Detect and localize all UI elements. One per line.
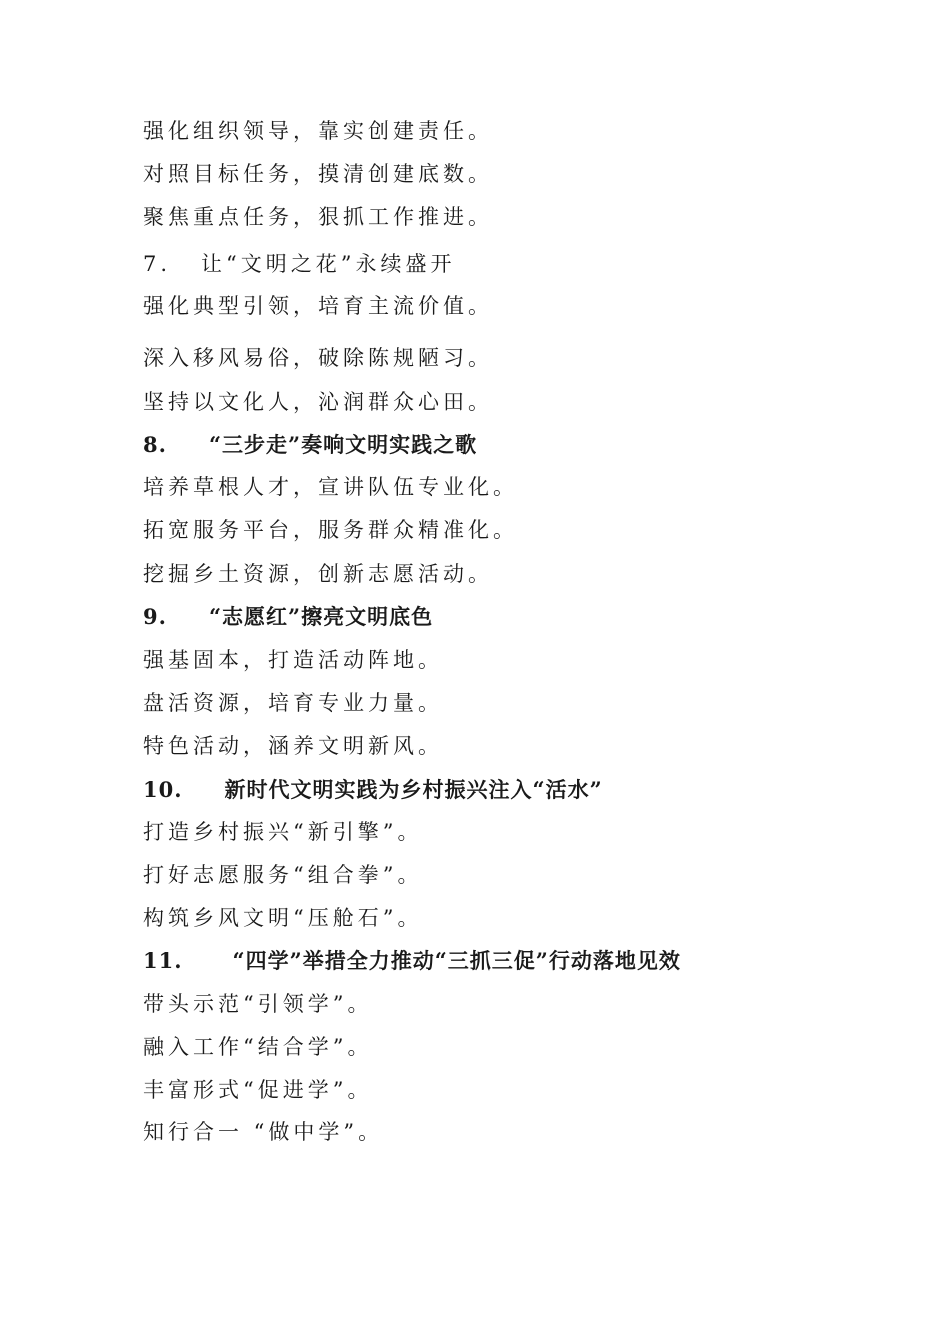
body-line: 深入移风易俗，破除陈规陋习。: [143, 346, 493, 370]
body-line: 打造乡村振兴“新引擎”。: [143, 820, 423, 844]
section-heading-8: [143, 430, 477, 460]
section-heading-7: [143, 249, 456, 279]
body-line: 坚持以文化人，沁润群众心田。: [143, 390, 493, 414]
section-title: 让“文明之花”永续盛开: [201, 252, 456, 276]
body-line: 带头示范“引领学”。: [143, 992, 373, 1016]
section-heading-9: [143, 602, 433, 632]
section-number: 8.: [143, 432, 167, 457]
section-heading-10: [143, 775, 603, 805]
section-title: “四学”举措全力推动“三抓三促”行动落地见效: [232, 948, 681, 973]
body-line: 融入工作“结合学”。: [143, 1035, 373, 1059]
body-line: 知行合一 “做中学”。: [143, 1120, 384, 1144]
body-line: 培养草根人才，宣讲队伍专业化。: [143, 475, 518, 499]
body-line: 构筑乡风文明“压舱石”。: [143, 906, 423, 930]
section-title: “志愿红”擦亮文明底色: [208, 604, 434, 629]
section-heading-11: [143, 946, 681, 976]
body-line: 盘活资源，培育专业力量。: [143, 691, 443, 715]
body-line: 强化组织领导，靠实创建责任。: [143, 119, 493, 143]
section-number: 11.: [143, 948, 183, 973]
body-line: 打好志愿服务“组合拳”。: [143, 863, 423, 887]
body-line: 强基固本，打造活动阵地。: [143, 648, 443, 672]
section-title: 新时代文明实践为乡村振兴注入“活水”: [224, 777, 603, 802]
body-line: 特色活动，涵养文明新风。: [143, 734, 443, 758]
body-line: 强化典型引领，培育主流价值。: [143, 294, 493, 318]
body-line: 聚焦重点任务，狠抓工作推进。: [143, 205, 493, 229]
section-number: 7.: [143, 252, 172, 276]
section-number: 10.: [143, 777, 183, 802]
section-title: “三步走”奏响文明实践之歌: [208, 432, 478, 457]
body-line: 对照目标任务，摸清创建底数。: [143, 162, 493, 186]
body-line: 丰富形式“促进学”。: [143, 1078, 373, 1102]
section-number: 9.: [143, 604, 167, 629]
body-line: 拓宽服务平台，服务群众精准化。: [143, 518, 518, 542]
body-line: 挖掘乡土资源，创新志愿活动。: [143, 562, 493, 586]
